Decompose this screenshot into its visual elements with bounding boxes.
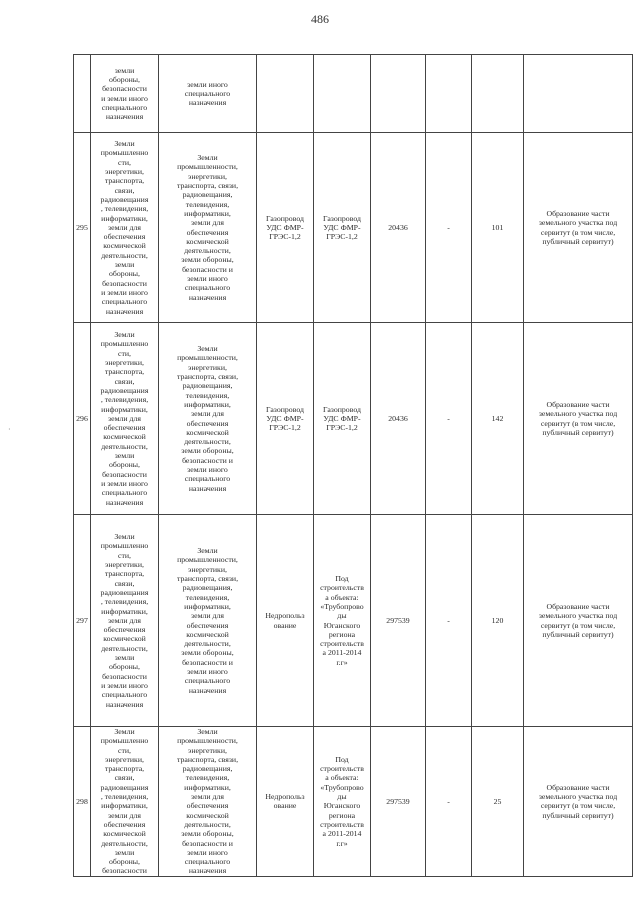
- table-row: [74, 323, 633, 515]
- purpose-cell: [524, 55, 633, 133]
- cadastral-cell: [371, 55, 426, 133]
- object-purpose-cell: Под строительств а объекта: «Трубопрово ды Юганского региона строительств а 2011-2014 г.г»: [314, 727, 371, 877]
- dash-cell: -: [426, 323, 472, 515]
- area-cell: 25: [472, 727, 524, 877]
- land-category-detail-cell: Земли промышленности, энергетики, транспорта, связи, радиовещания, телевидения, информатики, земли для обеспечения космической деятельности, земли обороны, безопасности и земли иного специального назначения: [159, 727, 257, 877]
- object-cell: [257, 55, 314, 133]
- dash-cell: -: [426, 133, 472, 323]
- row-number: 295: [74, 133, 91, 323]
- object-purpose-cell: Газопровод УДС ФМР- ГРЭС-1,2: [314, 133, 371, 323]
- area-cell: [472, 55, 524, 133]
- object-cell: Недропольз ование: [257, 727, 314, 877]
- object-cell: Газопровод УДС ФМР- ГРЭС-1,2: [257, 323, 314, 515]
- object-purpose-cell: Под строительств а объекта: «Трубопрово ды Юганского региона строительств а 2011-2014 г.г»: [314, 515, 371, 727]
- land-category-detail-cell: Земли промышленности, энергетики, транспорта, связи, радиовещания, телевидения, информатики, земли для обеспечения космической деятельности, земли обороны, безопасности и земли иного специального назначения: [159, 515, 257, 727]
- land-plots-table: [73, 54, 633, 877]
- object-purpose-cell: Газопровод УДС ФМР- ГРЭС-1,2: [314, 323, 371, 515]
- cadastral-cell: 20436: [371, 323, 426, 515]
- dash-cell: -: [426, 727, 472, 877]
- land-category-cell: Земли промышленно сти, энергетики, транспорта, связи, радиовещания , телевидения, информатики, земли для обеспечения космической деятельности, земли обороны, безопасности и земли иного специального назначения: [91, 133, 159, 323]
- object-purpose-cell: [314, 55, 371, 133]
- dash-cell: -: [426, 515, 472, 727]
- area-cell: 101: [472, 133, 524, 323]
- table-row: [74, 55, 633, 133]
- row-number: [74, 55, 91, 133]
- purpose-cell: Образование части земельного участка под сервитут (в том числе, публичный сервитут): [524, 133, 633, 323]
- land-category-cell: Земли промышленно сти, энергетики, транспорта, связи, радиовещания , телевидения, информатики, земли для обеспечения космической деятельности, земли обороны, безопасности и земли иного специального назначения: [91, 323, 159, 515]
- land-category-cell: Земли промышленно сти, энергетики, транспорта, связи, радиовещания , телевидения, информатики, земли для обеспечения космической деятельности, земли обороны, безопасности и земли иного специального назначения: [91, 515, 159, 727]
- object-cell: Недропольз ование: [257, 515, 314, 727]
- row-number: 297: [74, 515, 91, 727]
- purpose-cell: Образование части земельного участка под сервитут (в том числе, публичный сервитут): [524, 727, 633, 877]
- area-cell: 120: [472, 515, 524, 727]
- land-category-detail-cell: Земли промышленности, энергетики, транспорта, связи, радиовещания, телевидения, информатики, земли для обеспечения космической деятельности, земли обороны, безопасности и земли иного специального назначения: [159, 323, 257, 515]
- dash-cell: [426, 55, 472, 133]
- purpose-cell: Образование части земельного участка под сервитут (в том числе, публичный сервитут): [524, 323, 633, 515]
- purpose-cell: Образование части земельного участка под сервитут (в том числе, публичный сервитут): [524, 515, 633, 727]
- table-row: [74, 727, 633, 877]
- cadastral-cell: 297539: [371, 515, 426, 727]
- land-category-detail-cell: Земли промышленности, энергетики, транспорта, связи, радиовещания, телевидения, информатики, земли для обеспечения космической деятельности, земли обороны, безопасности и земли иного специального назначения: [159, 133, 257, 323]
- row-number: 296: [74, 323, 91, 515]
- row-number: 298: [74, 727, 91, 877]
- cadastral-cell: 20436: [371, 133, 426, 323]
- table-row: [74, 133, 633, 323]
- land-category-cell: Земли промышленно сти, энергетики, транспорта, связи, радиовещания , телевидения, информатики, земли для обеспечения космической деятельности, земли обороны, безопасности: [91, 727, 159, 877]
- margin-mark: ·: [8, 425, 11, 434]
- cadastral-cell: 297539: [371, 727, 426, 877]
- area-cell: 142: [472, 323, 524, 515]
- land-category-detail-cell: земли иного специального назначения: [159, 55, 257, 133]
- object-cell: Газопровод УДС ФМР- ГРЭС-1,2: [257, 133, 314, 323]
- page-number: 486: [311, 12, 329, 26]
- land-category-cell: земли обороны, безопасности и земли иного специального назначения: [91, 55, 159, 133]
- table-row: [74, 515, 633, 727]
